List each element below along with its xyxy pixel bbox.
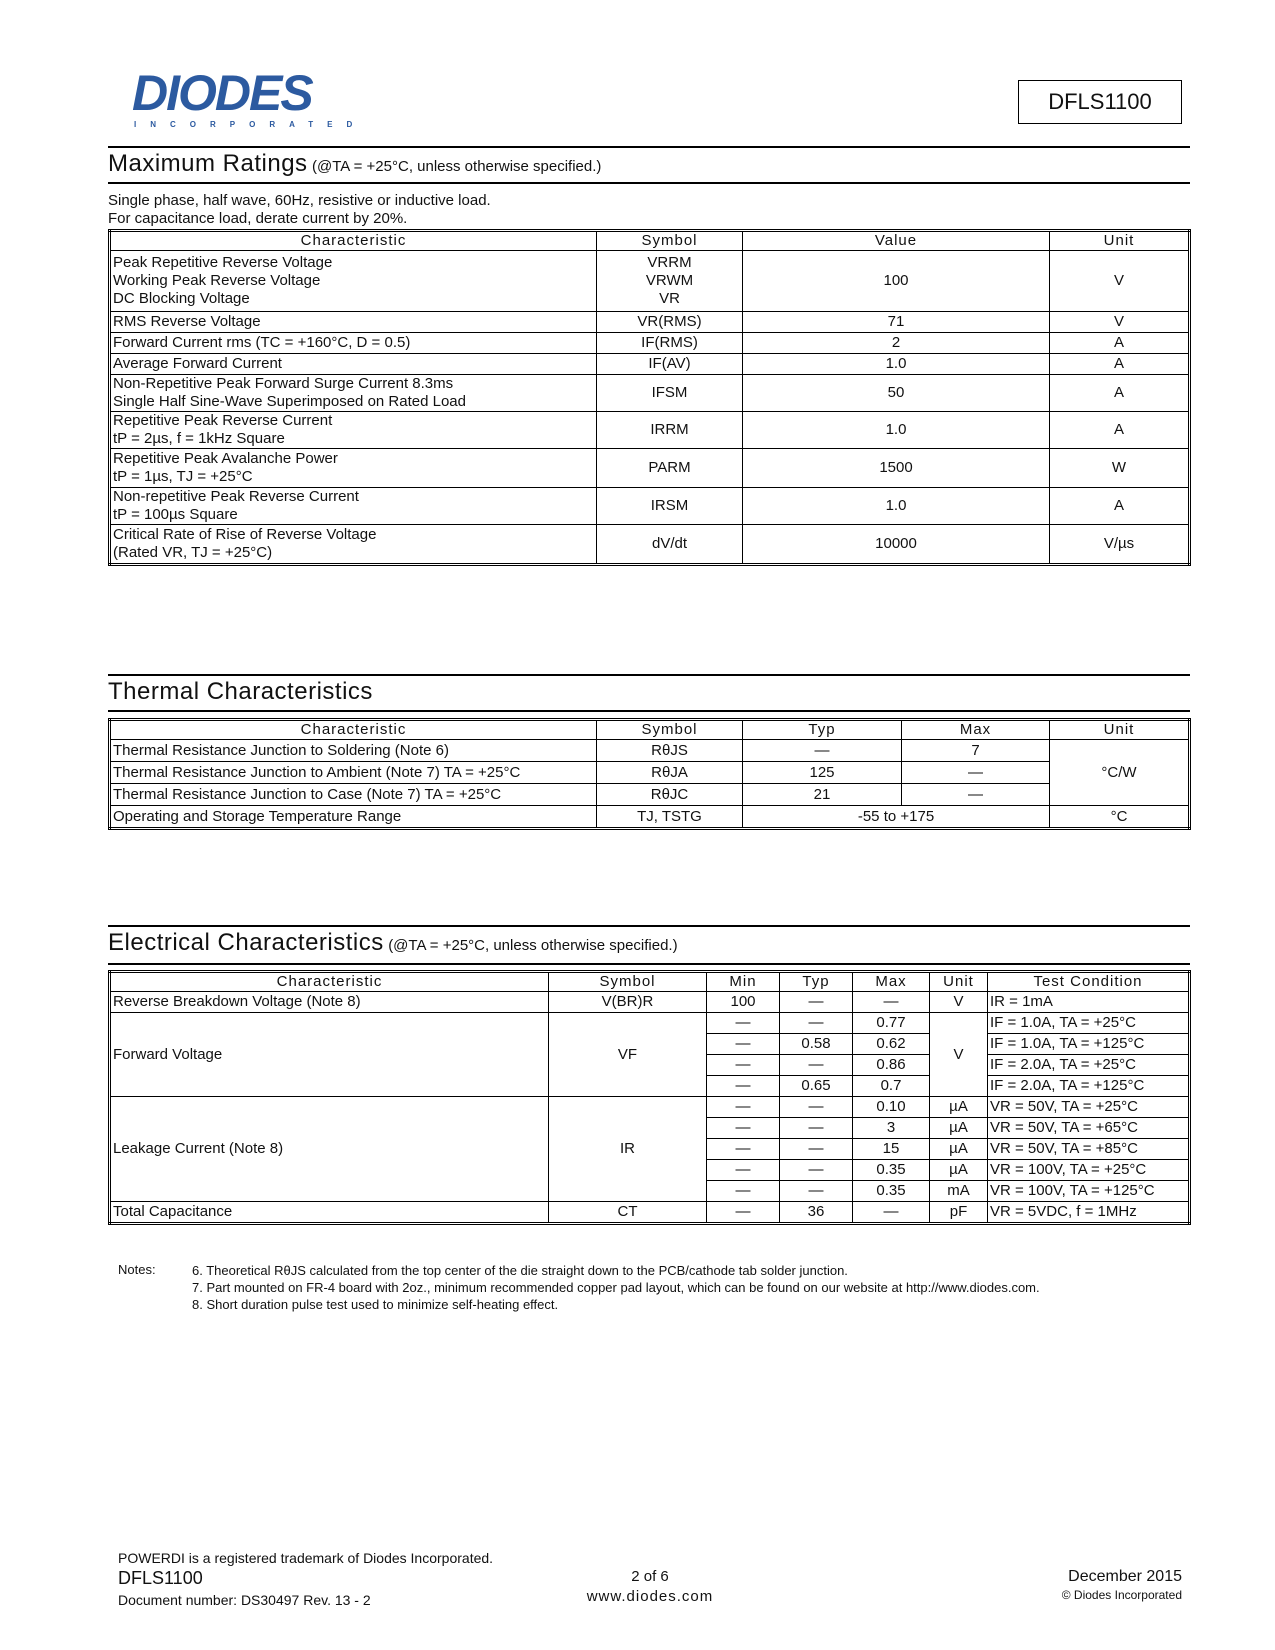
typ-cell: — bbox=[780, 1160, 853, 1181]
symbol-cell: CT bbox=[549, 1202, 707, 1224]
test-condition-cell: VR = 5VDC, f = 1MHz bbox=[988, 1202, 1190, 1224]
notes-label: Notes: bbox=[118, 1262, 156, 1277]
unit-cell: A bbox=[1050, 333, 1190, 354]
unit-cell: V bbox=[1050, 251, 1190, 312]
table-row bbox=[110, 1202, 1190, 1224]
typ-cell: — bbox=[780, 1139, 853, 1160]
max-cell: 15 bbox=[853, 1139, 930, 1160]
footer-website[interactable]: www.diodes.com bbox=[586, 1588, 714, 1605]
thermal-title: Thermal Characteristics bbox=[108, 678, 373, 705]
min-cell: — bbox=[707, 1181, 780, 1202]
max-ratings-table bbox=[108, 229, 1191, 566]
table-row bbox=[110, 762, 1190, 784]
typ-cell: — bbox=[780, 1013, 853, 1034]
test-condition-cell: VR = 50V, TA = +25°C bbox=[988, 1097, 1190, 1118]
electrical-title-bar bbox=[108, 925, 1190, 965]
column-header: Max bbox=[902, 720, 1050, 740]
characteristic-cell: Repetitive Peak Avalanche Power tP = 1µs, TJ = +25°C bbox=[110, 449, 597, 488]
min-cell: 100 bbox=[707, 992, 780, 1013]
note-item: 7. Part mounted on FR-4 board with 2oz., minimum recommended copper pad layout, which can be found on our website at http://www.diodes.com. bbox=[192, 1280, 1040, 1295]
test-condition-cell: VR = 100V, TA = +125°C bbox=[988, 1181, 1190, 1202]
characteristic-cell: RMS Reverse Voltage bbox=[110, 312, 597, 333]
max-cell: — bbox=[902, 762, 1050, 784]
characteristic-cell: Reverse Breakdown Voltage (Note 8) bbox=[110, 992, 549, 1013]
min-cell: — bbox=[707, 1034, 780, 1055]
max-cell: 0.77 bbox=[853, 1013, 930, 1034]
test-condition-cell: IF = 2.0A, TA = +25°C bbox=[988, 1055, 1190, 1076]
table-row bbox=[110, 784, 1190, 806]
test-condition-cell: IF = 1.0A, TA = +25°C bbox=[988, 1013, 1190, 1034]
electrical-table bbox=[108, 970, 1191, 1225]
test-condition-cell: VR = 100V, TA = +25°C bbox=[988, 1160, 1190, 1181]
typ-cell: 0.58 bbox=[780, 1034, 853, 1055]
test-condition-cell: VR = 50V, TA = +65°C bbox=[988, 1118, 1190, 1139]
table-row bbox=[110, 312, 1190, 333]
table-row bbox=[110, 1013, 1190, 1034]
max-ratings-condition: (@TA = +25°C, unless otherwise specified.) bbox=[312, 158, 602, 175]
max-cell: 0.35 bbox=[853, 1181, 930, 1202]
typ-cell: — bbox=[743, 740, 902, 762]
column-header: Unit bbox=[930, 972, 988, 992]
symbol-cell: IF(AV) bbox=[597, 354, 743, 375]
unit-cell: °C/W bbox=[1050, 740, 1190, 806]
typ-cell: 0.65 bbox=[780, 1076, 853, 1097]
unit-cell: µA bbox=[930, 1118, 988, 1139]
symbol-cell: dV/dt bbox=[597, 525, 743, 565]
value-cell: 1500 bbox=[743, 449, 1050, 488]
max-ratings-note-2: For capacitance load, derate current by 20%. bbox=[108, 210, 408, 227]
value-cell: 1.0 bbox=[743, 412, 1050, 449]
characteristic-cell: Thermal Resistance Junction to Soldering (Note 6) bbox=[110, 740, 597, 762]
characteristic-cell: Total Capacitance bbox=[110, 1202, 549, 1224]
test-condition-cell: IF = 1.0A, TA = +125°C bbox=[988, 1034, 1190, 1055]
column-header: Max bbox=[853, 972, 930, 992]
characteristic-cell: Repetitive Peak Reverse Current tP = 2µs, f = 1kHz Square bbox=[110, 412, 597, 449]
symbol-cell: VF bbox=[549, 1013, 707, 1097]
diodes-logo bbox=[132, 65, 367, 130]
value-cell: 10000 bbox=[743, 525, 1050, 565]
min-cell: — bbox=[707, 1013, 780, 1034]
thermal-table bbox=[108, 718, 1191, 830]
symbol-cell: RθJA bbox=[597, 762, 743, 784]
unit-cell: V bbox=[930, 992, 988, 1013]
symbol-cell: IF(RMS) bbox=[597, 333, 743, 354]
column-header: Characteristic bbox=[110, 720, 597, 740]
max-cell: 0.10 bbox=[853, 1097, 930, 1118]
column-header: Typ bbox=[780, 972, 853, 992]
unit-cell: pF bbox=[930, 1202, 988, 1224]
symbol-cell: IRSM bbox=[597, 488, 743, 525]
max-cell: 0.86 bbox=[853, 1055, 930, 1076]
typ-cell: — bbox=[780, 1055, 853, 1076]
characteristic-cell: Forward Current rms (TC = +160°C, D = 0.5) bbox=[110, 333, 597, 354]
symbol-cell: PARM bbox=[597, 449, 743, 488]
unit-cell: °C bbox=[1050, 806, 1190, 829]
table-row bbox=[110, 740, 1190, 762]
unit-cell: A bbox=[1050, 412, 1190, 449]
note-item: 8. Short duration pulse test used to minimize self-heating effect. bbox=[192, 1297, 559, 1312]
logo-subtext: INCORPORATED bbox=[134, 120, 367, 129]
notes-list bbox=[192, 1262, 1040, 1313]
min-cell: — bbox=[707, 1139, 780, 1160]
max-cell: 0.35 bbox=[853, 1160, 930, 1181]
table-row bbox=[110, 251, 1190, 312]
thermal-title-bar bbox=[108, 674, 1190, 712]
logo-text: DIODES bbox=[132, 65, 312, 121]
unit-cell: W bbox=[1050, 449, 1190, 488]
unit-cell: A bbox=[1050, 375, 1190, 412]
value-cell: 2 bbox=[743, 333, 1050, 354]
symbol-cell: IR bbox=[549, 1097, 707, 1202]
column-header: Unit bbox=[1050, 231, 1190, 251]
value-cell: 71 bbox=[743, 312, 1050, 333]
column-header: Value bbox=[743, 231, 1050, 251]
value-cell: 100 bbox=[743, 251, 1050, 312]
column-header: Characteristic bbox=[110, 972, 549, 992]
symbol-cell: IRRM bbox=[597, 412, 743, 449]
column-header: Test Condition bbox=[988, 972, 1190, 992]
max-cell: 7 bbox=[902, 740, 1050, 762]
unit-cell: µA bbox=[930, 1160, 988, 1181]
unit-cell: mA bbox=[930, 1181, 988, 1202]
unit-cell: µA bbox=[930, 1139, 988, 1160]
table-row bbox=[110, 992, 1190, 1013]
characteristic-cell: Critical Rate of Rise of Reverse Voltage (Rated VR, TJ = +25°C) bbox=[110, 525, 597, 565]
value-cell: 1.0 bbox=[743, 354, 1050, 375]
test-condition-cell: IF = 2.0A, TA = +125°C bbox=[988, 1076, 1190, 1097]
unit-cell: V bbox=[930, 1013, 988, 1097]
footer-page: 2 of 6 bbox=[631, 1568, 669, 1585]
symbol-cell: V(BR)R bbox=[549, 992, 707, 1013]
max-cell: 0.7 bbox=[853, 1076, 930, 1097]
unit-cell: µA bbox=[930, 1097, 988, 1118]
symbol-cell: VRRM VRWM VR bbox=[597, 251, 743, 312]
characteristic-cell: Leakage Current (Note 8) bbox=[110, 1097, 549, 1202]
range-cell: -55 to +175 bbox=[743, 806, 1050, 829]
max-cell: 0.62 bbox=[853, 1034, 930, 1055]
characteristic-cell: Peak Repetitive Reverse Voltage Working Peak Reverse Voltage DC Blocking Voltage bbox=[110, 251, 597, 312]
typ-cell: — bbox=[780, 1181, 853, 1202]
max-cell: 3 bbox=[853, 1118, 930, 1139]
characteristic-cell: Thermal Resistance Junction to Case (Note 7) TA = +25°C bbox=[110, 784, 597, 806]
characteristic-cell: Average Forward Current bbox=[110, 354, 597, 375]
column-header: Symbol bbox=[597, 720, 743, 740]
typ-cell: 21 bbox=[743, 784, 902, 806]
characteristic-cell: Non-Repetitive Peak Forward Surge Current 8.3ms Single Half Sine-Wave Superimposed on Rated Load bbox=[110, 375, 597, 412]
column-header: Symbol bbox=[597, 231, 743, 251]
table-row bbox=[110, 412, 1190, 449]
max-cell: — bbox=[902, 784, 1050, 806]
column-header: Characteristic bbox=[110, 231, 597, 251]
characteristic-cell: Forward Voltage bbox=[110, 1013, 549, 1097]
typ-cell: 36 bbox=[780, 1202, 853, 1224]
unit-cell: A bbox=[1050, 488, 1190, 525]
min-cell: — bbox=[707, 1076, 780, 1097]
typ-cell: 125 bbox=[743, 762, 902, 784]
min-cell: — bbox=[707, 1202, 780, 1224]
electrical-condition: (@TA = +25°C, unless otherwise specified.) bbox=[388, 937, 678, 954]
symbol-cell: IFSM bbox=[597, 375, 743, 412]
characteristic-cell: Non-repetitive Peak Reverse Current tP = 100µs Square bbox=[110, 488, 597, 525]
unit-cell: V/µs bbox=[1050, 525, 1190, 565]
max-ratings-title-bar bbox=[108, 146, 1190, 184]
typ-cell: — bbox=[780, 1118, 853, 1139]
footer-trademark: POWERDI is a registered trademark of Diodes Incorporated. bbox=[118, 1550, 494, 1566]
value-cell: 50 bbox=[743, 375, 1050, 412]
min-cell: — bbox=[707, 1097, 780, 1118]
characteristic-cell: Thermal Resistance Junction to Ambient (Note 7) TA = +25°C bbox=[110, 762, 597, 784]
footer-doc-number: Document number: DS30497 Rev. 13 - 2 bbox=[118, 1592, 371, 1608]
max-ratings-note-1: Single phase, half wave, 60Hz, resistive or inductive load. bbox=[108, 192, 491, 209]
column-header: Unit bbox=[1050, 720, 1190, 740]
value-cell: 1.0 bbox=[743, 488, 1050, 525]
typ-cell: — bbox=[780, 1097, 853, 1118]
electrical-title: Electrical Characteristics bbox=[108, 929, 384, 956]
table-row bbox=[110, 333, 1190, 354]
typ-cell: — bbox=[780, 992, 853, 1013]
characteristic-cell: Operating and Storage Temperature Range bbox=[110, 806, 597, 829]
part-number-box: DFLS1100 bbox=[1018, 80, 1182, 124]
column-header: Symbol bbox=[549, 972, 707, 992]
footer-date: December 2015 bbox=[1068, 1568, 1182, 1585]
test-condition-cell: IR = 1mA bbox=[988, 992, 1190, 1013]
unit-cell: A bbox=[1050, 354, 1190, 375]
table-row bbox=[110, 525, 1190, 565]
symbol-cell: RθJS bbox=[597, 740, 743, 762]
min-cell: — bbox=[707, 1055, 780, 1076]
table-row bbox=[110, 449, 1190, 488]
symbol-cell: TJ, TSTG bbox=[597, 806, 743, 829]
max-cell: — bbox=[853, 1202, 930, 1224]
symbol-cell: VR(RMS) bbox=[597, 312, 743, 333]
max-ratings-title: Maximum Ratings bbox=[108, 150, 308, 177]
table-row bbox=[110, 354, 1190, 375]
footer-copyright: © Diodes Incorporated bbox=[1061, 1588, 1182, 1602]
symbol-cell: RθJC bbox=[597, 784, 743, 806]
note-item: 6. Theoretical RθJS calculated from the top center of the die straight down to the PCB/cathode tab solder junction. bbox=[192, 1263, 848, 1278]
table-row bbox=[110, 806, 1190, 829]
column-header: Typ bbox=[743, 720, 902, 740]
footer-part: DFLS1100 bbox=[118, 1568, 203, 1588]
unit-cell: V bbox=[1050, 312, 1190, 333]
max-cell: — bbox=[853, 992, 930, 1013]
table-row bbox=[110, 1097, 1190, 1118]
min-cell: — bbox=[707, 1160, 780, 1181]
table-row bbox=[110, 375, 1190, 412]
test-condition-cell: VR = 50V, TA = +85°C bbox=[988, 1139, 1190, 1160]
column-header: Min bbox=[707, 972, 780, 992]
table-row bbox=[110, 488, 1190, 525]
min-cell: — bbox=[707, 1118, 780, 1139]
